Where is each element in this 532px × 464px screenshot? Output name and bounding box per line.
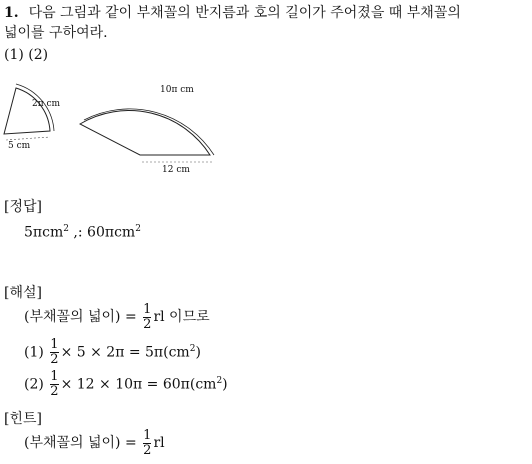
hint-formula-prefix: (부채꼴의 넓이) = — [24, 435, 142, 451]
answer-heading: [정답] — [4, 199, 42, 215]
hint-formula — [24, 428, 165, 458]
fraction-numerator: 1 — [50, 369, 59, 385]
hint-formula-suffix: rl — [153, 435, 165, 451]
sector-2-arc-dimension — [84, 109, 214, 155]
answer-value-b: 60πcm — [87, 224, 136, 241]
problem-line-1 — [4, 4, 461, 22]
fraction-denominator: 2 — [50, 352, 59, 368]
explanation-formula-suffix: rl 이므로 — [153, 309, 210, 325]
step-1-fraction — [50, 338, 58, 367]
fraction-numerator: 1 — [143, 301, 152, 317]
explanation-heading: [해설] — [4, 285, 42, 301]
fraction-denominator: 2 — [50, 384, 59, 400]
step-1-close: ) — [195, 344, 201, 361]
explanation-formula — [24, 302, 210, 332]
sector-1-shape — [4, 88, 50, 134]
sector-2-shape — [80, 111, 210, 155]
sector-figure-2 — [80, 85, 214, 175]
sector-1-radius-label: 5 cm — [8, 141, 31, 151]
fraction-numerator: 1 — [50, 337, 59, 353]
sector-figures — [0, 80, 240, 180]
answer-separator: ,: — [68, 224, 88, 241]
fraction-denominator: 2 — [143, 316, 152, 332]
explanation-step-1 — [24, 334, 201, 368]
hint-formula-fraction — [143, 429, 151, 458]
fraction-denominator: 2 — [143, 442, 152, 458]
sector-1-radius-dimension — [6, 137, 50, 140]
problem-sublabels: (1) (2) — [4, 47, 49, 63]
step-2-expression: × 12 × 10π = 60π(cm — [60, 376, 217, 393]
step-2-close: ) — [222, 376, 228, 393]
explanation-step-2 — [24, 366, 228, 400]
sector-2-arc-label: 10π cm — [160, 85, 194, 95]
answer-values — [24, 220, 141, 242]
step-1-exp: 2 — [189, 344, 196, 354]
step-1-label: (1) — [24, 344, 49, 361]
answer-value-a: 5πcm — [24, 224, 64, 241]
problem-line-2 — [4, 24, 108, 42]
sector-1-arc-label: 2π cm — [32, 99, 61, 109]
fraction-numerator: 1 — [143, 427, 152, 443]
step-2-fraction — [50, 370, 58, 399]
explanation-formula-prefix: (부채꼴의 넓이) = — [24, 309, 142, 325]
hint-heading: [힌트] — [4, 411, 42, 427]
step-2-exp: 2 — [216, 376, 223, 386]
answer-exp-a: 2 — [63, 224, 69, 234]
sector-figure-1 — [4, 84, 61, 151]
answer-exp-b: 2 — [135, 224, 141, 234]
problem-text-1: 다음 그림과 같이 부채꼴의 반지름과 호의 길이가 주어졌을 때 부채꼴의 — [28, 5, 461, 21]
problem-number: 1. — [4, 5, 19, 21]
problem-text-2: 넓이를 구하여라. — [4, 25, 108, 41]
step-1-expression: × 5 × 2π = 5π(cm — [60, 344, 190, 361]
step-2-label: (2) — [24, 376, 49, 393]
explanation-formula-fraction — [143, 303, 151, 332]
sector-2-radius-label: 12 cm — [162, 165, 190, 175]
